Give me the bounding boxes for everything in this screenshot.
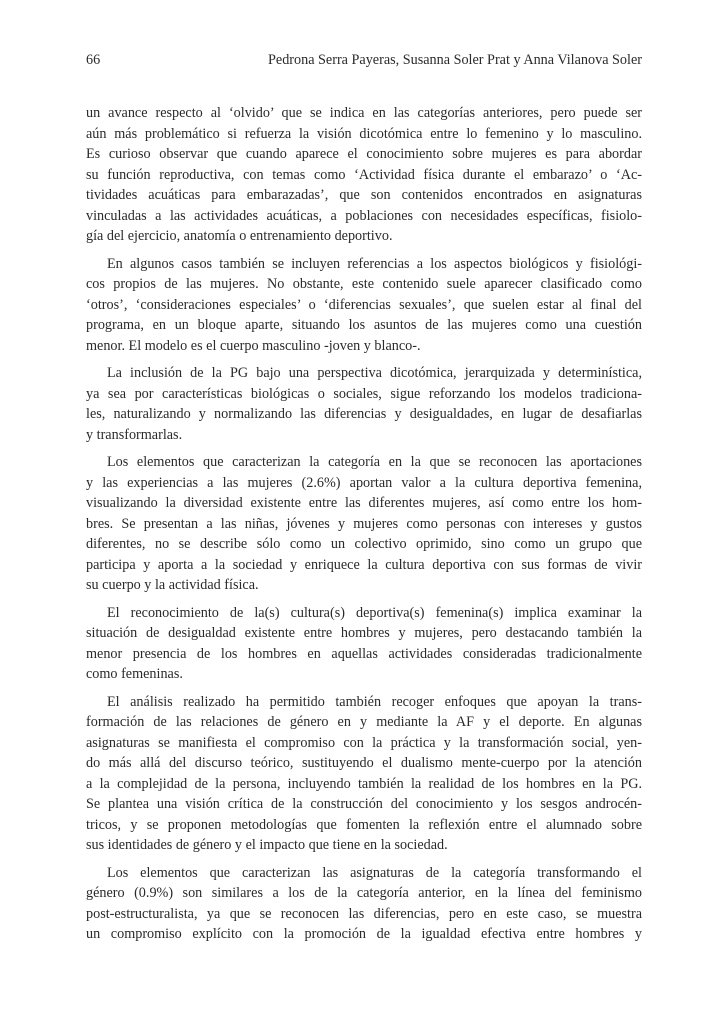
text-line: aún más problemático si refuerza la visión dicotómica entre lo femenino y lo masculino.	[86, 125, 642, 142]
text-line: do más allá del discurso teórico, sustituyendo el dualismo mente-cuerpo por la atención	[86, 755, 642, 771]
text-line: género (0.9%) son similares a los de la categoría anterior, en la línea del feminismo	[86, 885, 642, 901]
page-number: 66	[86, 52, 101, 68]
text-line: Se plantea una visión crítica de la construcción del conocimiento y los sesgos androcén-	[86, 796, 642, 812]
text-line: su cuerpo y la actividad física.	[86, 577, 259, 593]
text-line: En algunos casos también se incluyen referencias a los aspectos biológicos y fisiológi-	[107, 255, 642, 272]
text-line: un avance respecto al ‘olvido’ que se indica en las categorías anteriores, pero puede ser	[86, 105, 642, 121]
body-text	[86, 103, 642, 952]
text-line: sus identidades de género y el impacto que tiene en la sociedad.	[86, 837, 448, 853]
text-line: y las experiencias a las mujeres (2.6%) aportan valor a la cultura deportiva femenina,	[86, 474, 642, 491]
paragraph	[86, 603, 642, 685]
text-line: su función reproductiva, con temas como ‘Actividad física durante el embarazo’ o ‘Ac-	[86, 166, 642, 183]
text-line: vinculadas a las actividades acuáticas, a poblaciones con necesidades específicas, fisiolo-	[86, 207, 642, 224]
text-line: gía del ejercicio, anatomía o entrenamiento deportivo.	[86, 228, 393, 244]
text-line: a la complejidad de la persona, incluyendo también la realidad de los hombres en la PG.	[86, 775, 642, 792]
text-line: formación de las relaciones de género en y mediante la AF y el deporte. En algunas	[86, 714, 642, 730]
paragraph	[86, 452, 642, 596]
text-line: post-estructuralista, ya que se reconocen las diferencias, pero en este caso, se muestra	[86, 905, 642, 922]
text-line: tricos, y se proponen metodologías que fomenten la reflexión entre el alumnado sobre	[86, 816, 642, 833]
text-line: Los elementos que caracterizan las asignaturas de la categoría transformando el	[107, 864, 642, 881]
text-line: participa y aporta a la sociedad y enriquece la cultura deportiva con sus formas de vivir	[86, 556, 642, 573]
text-line: tividades acuáticas para embarazadas’, que son contenidos encontrados en asignaturas	[86, 187, 642, 203]
text-line: ya sea por características biológicas o sociales, sigue reforzando los modelos tradiciona-	[86, 385, 642, 402]
text-line: como femeninas.	[86, 666, 183, 682]
text-line: El análisis realizado ha permitido también recoger enfoques que apoyan la trans-	[107, 693, 642, 710]
text-line: La inclusión de la PG bajo una perspectiva dicotómica, jerarquizada y determinística,	[107, 365, 642, 381]
running-head-authors: Pedrona Serra Payeras, Susanna Soler Prat y Anna Vilanova Soler	[268, 52, 642, 68]
paragraph	[86, 254, 642, 357]
text-line: un compromiso explícito con la promoción de la igualdad efectiva entre hombres y	[86, 926, 642, 942]
text-line: les, naturalizando y normalizando las diferencias y desigualdades, en lugar de desafiarlas	[86, 406, 642, 422]
text-line: programa, en un bloque aparte, situando los asuntos de las mujeres como una cuestión	[86, 317, 642, 333]
running-head	[86, 50, 642, 70]
text-line: El reconocimiento de la(s) cultura(s) deportiva(s) femenina(s) implica examinar la	[107, 604, 642, 621]
text-line: menor presencia de los hombres en aquellas actividades consideradas tradicionalmente	[86, 645, 642, 662]
paragraph	[86, 692, 642, 856]
text-line: Es curioso observar que cuando aparece el conocimiento sobre mujeres es para abordar	[86, 146, 642, 162]
text-line: menor. El modelo es el cuerpo masculino -joven y blanco-.	[86, 337, 421, 354]
text-line: ‘otros’, ‘consideraciones especiales’ o ‘diferencias sexuales’, que suelen estar al final del	[86, 296, 642, 313]
text-line: asignaturas se manifiesta el compromiso con la práctica y la transformación social, yen-	[86, 734, 642, 751]
text-line: visualizando la diversidad existente entre las diferentes mujeres, así como entre los hom-	[86, 495, 642, 511]
text-line: y transformarlas.	[86, 426, 183, 443]
text-line: Los elementos que caracterizan la categoría en la que se reconocen las aportaciones	[107, 454, 642, 470]
text-line: situación de desigualdad existente entre hombres y mujeres, pero destacando también la	[86, 625, 642, 641]
paragraph	[86, 363, 642, 445]
paragraph	[86, 103, 642, 247]
text-line: bres. Se presentan a las niñas, jóvenes y mujeres como personas con intereses y gustos	[86, 515, 642, 532]
text-line: diferentes, no se describe sólo como un colectivo oprimido, sino como un grupo que	[86, 536, 642, 552]
text-line: cos propios de las mujeres. No obstante, este contenido suele aparecer clasificado como	[86, 276, 642, 292]
paragraph	[86, 863, 642, 945]
